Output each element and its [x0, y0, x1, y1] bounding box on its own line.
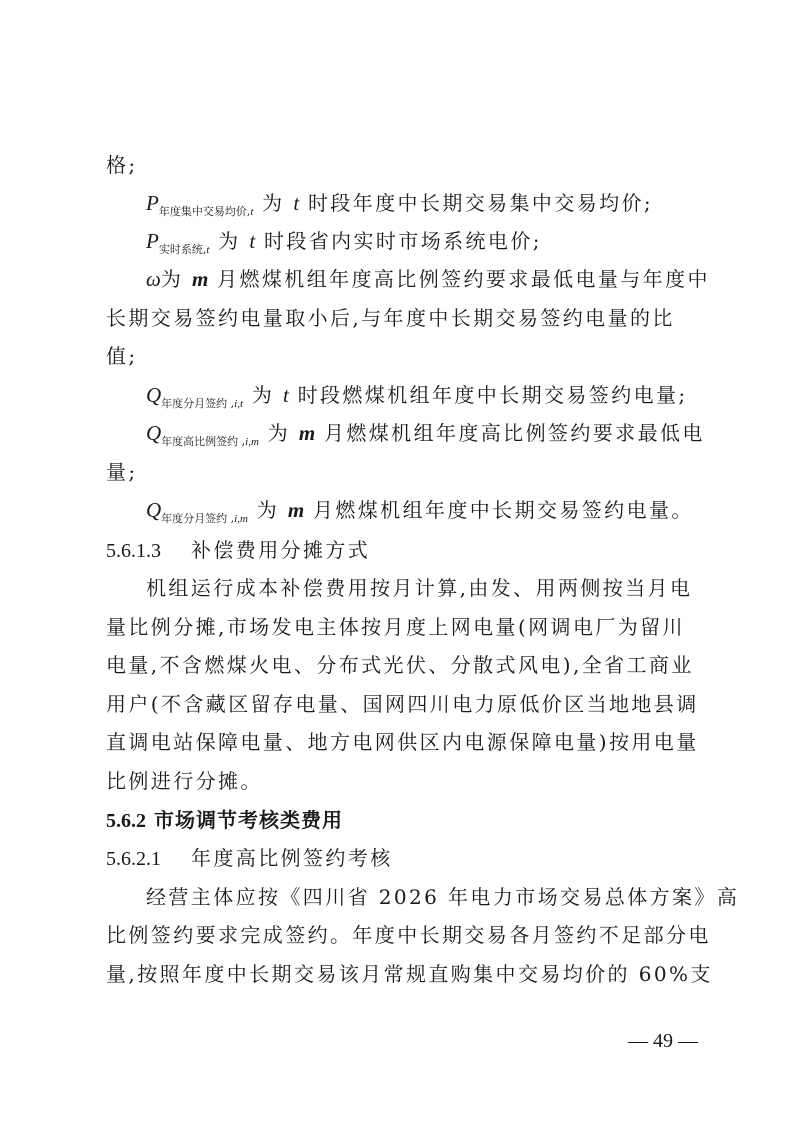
section-heading-5-6-2 — [106, 805, 696, 836]
paragraph-line — [106, 959, 713, 989]
definition-omega-line1 — [146, 264, 710, 294]
subscript — [161, 512, 248, 525]
paragraph-text: 经营主体应按《四川省 2026 年电力市场交易总体方案》高 — [146, 885, 740, 909]
subscript-var: t — [206, 244, 210, 256]
definition-text: 月燃煤机组年度中长期交易签约电量。 — [312, 498, 694, 522]
definition-text: 时段燃煤机组年度中长期交易签约电量; — [297, 383, 688, 407]
definition-omega-line2 — [106, 303, 696, 333]
paragraph-line — [106, 727, 699, 757]
subscript-var: i,m — [245, 436, 259, 448]
definition-text: 月燃煤机组年度高比例签约要求最低电 — [323, 421, 705, 445]
subscript — [161, 397, 243, 410]
paragraph-line — [106, 689, 699, 719]
subscript-text: 年度集中交易均价, — [158, 205, 251, 218]
paragraph-text: 量,按照年度中长期交易该月常规直购集中交易均价的 60%支 — [106, 962, 713, 986]
section-number: 5.6.1.3 — [106, 540, 161, 562]
definition-omega-line3 — [106, 341, 696, 371]
text-fragment: 为 — [251, 383, 275, 407]
variable-m: m — [192, 267, 209, 291]
section-heading-5-6-2-1 — [106, 843, 696, 874]
variable-t: t — [249, 229, 256, 253]
subscript-text: 年度高比例签约 , — [161, 435, 246, 448]
variable-symbol: Q — [146, 421, 162, 445]
text-fragment: 为 — [256, 498, 280, 522]
text-line — [106, 150, 696, 180]
paragraph-text: 用户(不含藏区留存电量、国网四川电力原低价区当地地县调 — [106, 692, 699, 716]
paragraph-text: 量比例分摊,市场发电主体按月度上网电量(网调电厂为留川 — [106, 615, 685, 639]
variable-t: t — [282, 383, 289, 407]
definition-q-high-ratio-line2 — [106, 457, 696, 487]
variable-t: t — [293, 191, 300, 215]
text-fragment: 为 — [160, 267, 184, 291]
variable-symbol: Q — [146, 498, 162, 522]
variable-m: m — [298, 421, 316, 445]
definition-p-annual-avg — [146, 188, 696, 222]
variable-symbol: Q — [146, 383, 162, 407]
definition-q-monthly-t — [146, 380, 696, 414]
definition-p-realtime — [146, 226, 696, 260]
subscript-text: 年度分月签约 , — [161, 397, 235, 410]
paragraph-line — [106, 766, 696, 796]
section-number: 5.6.2.1 — [106, 848, 161, 870]
subscript-text: 实时系统, — [158, 243, 207, 256]
variable-m: m — [287, 498, 305, 522]
section-title: 市场调节考核类费用 — [154, 808, 343, 832]
subscript-var: i,t — [234, 398, 244, 410]
text-fragment: 为 — [262, 191, 285, 215]
variable-symbol: P — [146, 191, 159, 215]
page-number: — 49 — — [628, 1030, 698, 1052]
definition-text: 时段省内实时市场系统电价; — [263, 229, 542, 253]
definition-text: 量; — [106, 460, 138, 484]
definition-text: 值; — [106, 344, 138, 368]
paragraph-line — [146, 573, 696, 603]
section-number: 5.6.2 — [106, 810, 146, 832]
paragraph-line — [106, 650, 696, 680]
paragraph-text: 比例进行分摊。 — [106, 769, 263, 793]
paragraph-text: 机组运行成本补偿费用按月计算,由发、用两侧按当月电 — [146, 576, 693, 600]
definition-q-monthly-m — [146, 495, 696, 529]
text-fragment: 为 — [267, 421, 291, 445]
definition-text: 时段年度中长期交易集中交易均价; — [307, 191, 654, 215]
subscript — [159, 243, 210, 256]
text-fragment: 为 — [218, 229, 241, 253]
paragraph-text: 比例签约要求完成签约。年度中长期交易各月签约不足部分电 — [106, 923, 711, 947]
section-heading-5-6-1-3 — [106, 535, 696, 566]
paragraph-line — [146, 882, 740, 912]
subscript-var: t — [250, 206, 254, 218]
subscript-text: 年度分月签约 , — [161, 512, 235, 525]
subscript — [161, 435, 259, 448]
definition-q-high-ratio-line1 — [146, 418, 705, 452]
variable-omega: ω — [146, 267, 161, 291]
section-title: 补偿费用分摊方式 — [191, 538, 371, 562]
paragraph-line — [106, 612, 696, 642]
paragraph-text: 直调电站保障电量、地方电网供区内电源保障电量)按用电量 — [106, 730, 699, 754]
definition-text: 月燃煤机组年度高比例签约要求最低电量与年度中 — [217, 267, 710, 291]
subscript-var: i,m — [234, 513, 248, 525]
definition-text: 长期交易签约电量取小后,与年度中长期交易签约电量的比 — [106, 306, 675, 330]
paragraph-text: 电量,不含燃煤火电、分布式光伏、分散式风电),全省工商业 — [106, 653, 694, 677]
paragraph-line — [106, 920, 711, 950]
text-fragment: 格; — [106, 153, 138, 177]
subscript — [159, 205, 254, 218]
section-title: 年度高比例签约考核 — [191, 846, 393, 870]
variable-symbol: P — [146, 229, 159, 253]
